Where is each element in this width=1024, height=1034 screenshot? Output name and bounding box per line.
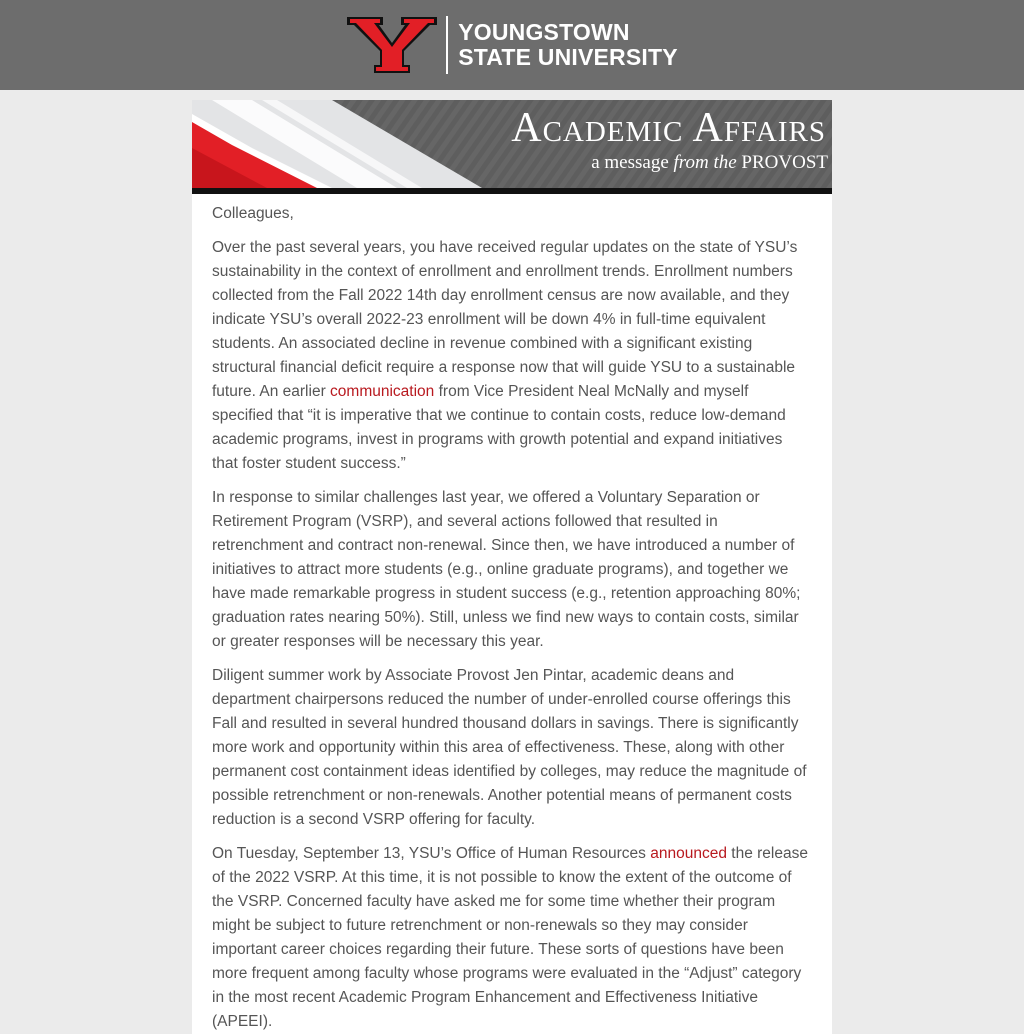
logo-line-1: YOUNGSTOWN [458, 19, 630, 45]
paragraph-4-text-a: On Tuesday, September 13, YSU’s Office of Human Resources [212, 845, 651, 862]
ysu-y-logo-icon [346, 15, 438, 75]
letter-content [192, 194, 832, 1034]
greeting: Colleagues, [212, 205, 294, 222]
banner-sub-part1: a message [591, 152, 674, 173]
academic-affairs-banner [192, 100, 832, 188]
banner-sub-italic: from the [673, 152, 737, 173]
logo-divider [446, 16, 448, 74]
paragraph-4 [212, 842, 812, 1034]
paragraph-1 [212, 236, 812, 476]
site-header [0, 0, 1024, 90]
ysu-logo[interactable] [346, 15, 678, 75]
paragraph-4-text-b: the release of the 2022 VSRP. At this time, it is not possible to know the extent of the outcome of the VSRP. Concerned faculty have asked me for some time whether their program might be subject to future retrenchment or non-renewals so they may consider important career choices regarding their future. These sorts of questions have been more frequent among faculty whose programs were evaluated in the “Adjust” category in the most recent Academic Program Enhancement and Effectiveness Initiative (APEEI). [212, 845, 808, 1030]
paragraph-3: Diligent summer work by Associate Provost Jen Pintar, academic deans and department chairpersons reduced the number of under-enrolled course offerings this Fall and resulted in several hundred thousand dollars in savings. There is significantly more work and opportunity within this area of effectiveness. These, along with other permanent cost containment ideas identified by colleges, may reduce the magnitude of possible retrenchment or non-renewals. Another potential means of permanent costs reduction is a second VSRP offering for faculty. [212, 667, 807, 828]
banner-title: Academic Affairs [511, 105, 826, 151]
banner-sub-part2: PROVOST [736, 152, 828, 173]
logo-wordmark [458, 20, 678, 70]
communication-link[interactable]: communication [330, 383, 435, 400]
logo-line-2: STATE UNIVERSITY [458, 44, 678, 70]
paragraph-2: In response to similar challenges last year, we offered a Voluntary Separation or Retirement Program (VSRP), and several actions followed that resulted in retrenchment and contract non-renewal. Since then, we have introduced a number of initiatives to attract more students (e.g., online graduate programs), and together we have made remarkable progress in student success (e.g., retention approaching 80%; graduation rates nearing 50%). Still, unless we find new ways to contain costs, similar or greater responses will be necessary this year. [212, 489, 801, 650]
paragraph-1-text-b: from Vice President Neal McNally and myself specified that “it is imperative that we continue to contain costs, reduce low-demand academic programs, invest in programs with growth potential and expand initiatives that foster student success.” [212, 383, 786, 472]
announced-link[interactable]: announced [650, 845, 727, 862]
paragraph-1-text-a: Over the past several years, you have received regular updates on the state of YSU’s sustainability in the context of enrollment and enrollment trends. Enrollment numbers collected from the Fall 2022 14th day enrollment census are now available, and they indicate YSU’s overall 2022-23 enrollment will be down 4% in full-time equivalent students. An associated decline in revenue combined with a significant existing structural financial deficit require a response now that will guide YSU to a sustainable future. An earlier [212, 239, 798, 400]
banner-subtitle [591, 152, 828, 174]
email-body [192, 100, 832, 1034]
